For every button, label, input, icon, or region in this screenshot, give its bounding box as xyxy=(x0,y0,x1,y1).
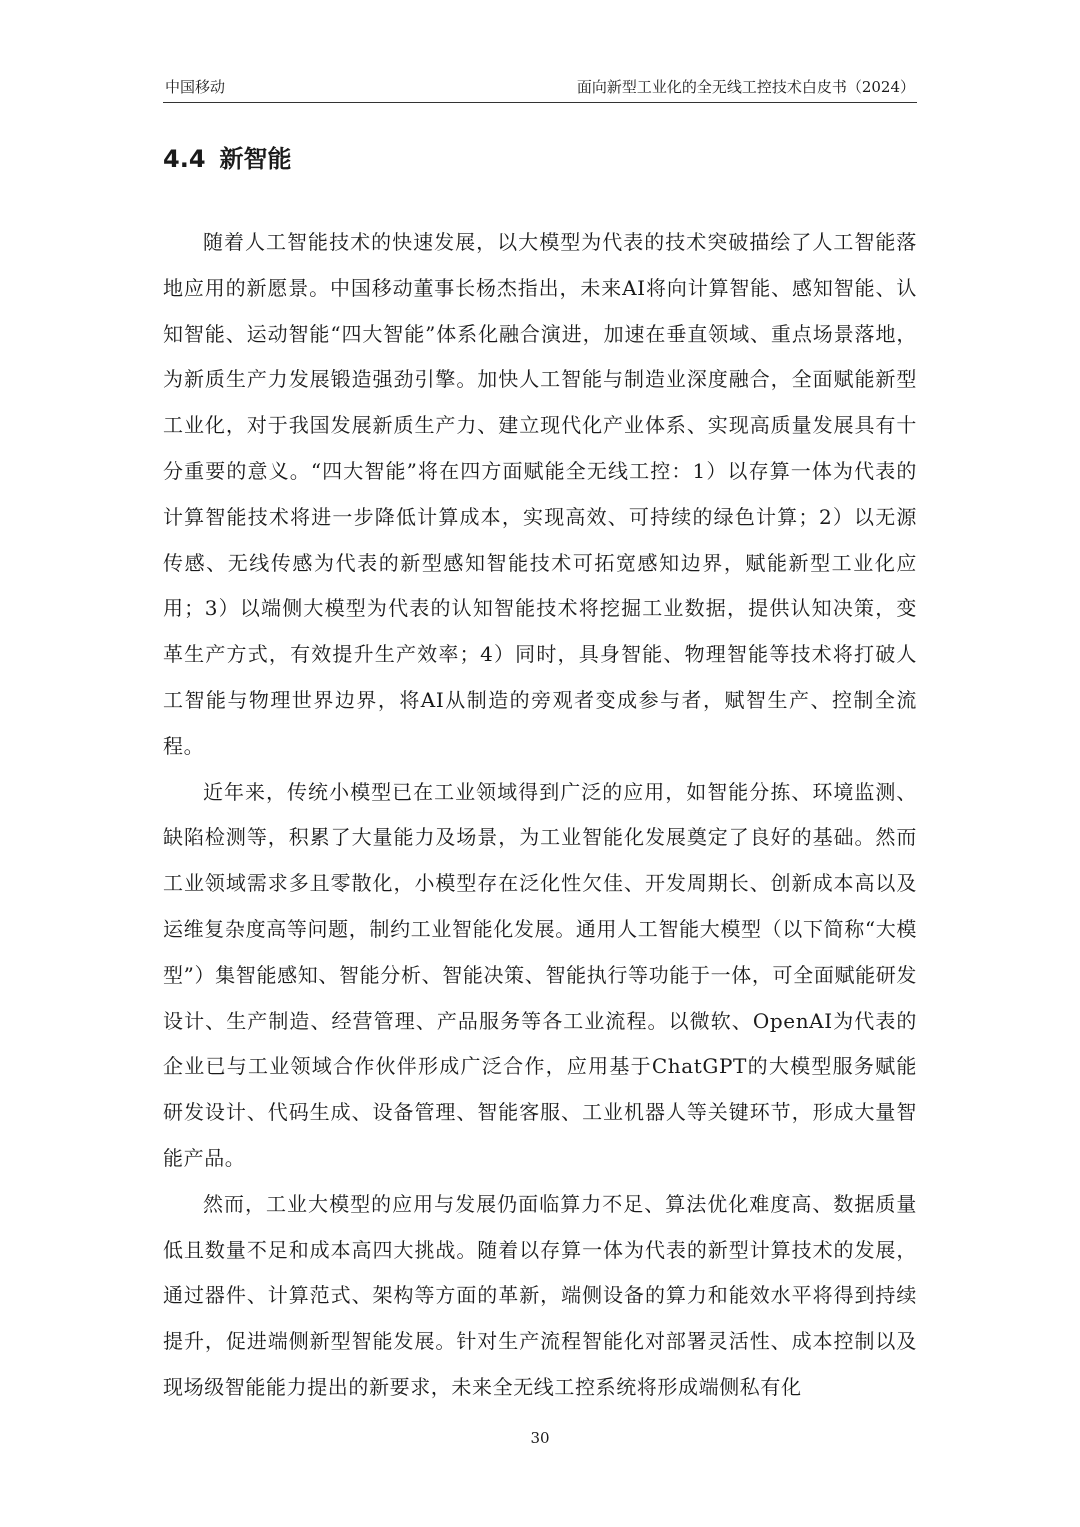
paragraph-ai-four-intelligences: 随着人工智能技术的快速发展，以大模型为代表的技术突破描绘了人工智能落地应用的新愿景。中国移动董事长杨杰指出，未来AI将向计算智能、感知智能、认知智能、运动智能“四大智能”体系化融合演进，加速在垂直领域、重点场景落地，为新质生产力发展锻造强劲引擎。加快人工智能与制造业深度融合，全面赋能新型工业化，对于我国发展新质生产力、建立现代化产业体系、实现高质量发展具有十分重要的意义。“四大智能”将在四方面赋能全无线工控：1）以存算一体为代表的计算智能技术将进一步降低计算成本，实现高效、可持续的绿色计算；2）以无源传感、无线传感为代表的新型感知智能技术可拓宽感知边界，赋能新型工业化应用；3）以端侧大模型为代表的认知智能技术将挖掘工业数据，提供认知决策，变革生产方式，有效提升生产效率；4）同时，具身智能、物理智能等技术将打破人工智能与物理世界边界，将AI从制造的旁观者变成参与者，赋智生产、控制全流程。 xyxy=(163,230,917,758)
section-number: 4.4 xyxy=(163,145,206,173)
header-document-title: 面向新型工业化的全无线工控技术白皮书（2024） xyxy=(576,78,915,96)
page-number: 30 xyxy=(530,1429,550,1447)
paragraph-industrial-model-challenges: 然而，工业大模型的应用与发展仍面临算力不足、算法优化难度高、数据质量低且数量不足和成本高四大挑战。随着以存算一体为代表的新型计算技术的发展，通过器件、计算范式、架构等方面的革新，端侧设备的算力和能效水平将得到持续提升，促进端侧新型智能发展。针对生产流程智能化对部署灵活性、成本控制以及现场级智能能力提出的新要求，未来全无线工控系统将形成端侧私有化 xyxy=(163,1191,917,1399)
running-header xyxy=(163,76,917,103)
body-text xyxy=(163,220,917,1411)
section-title: 新智能 xyxy=(219,145,292,173)
section-heading xyxy=(163,142,292,176)
header-organization: 中国移动 xyxy=(165,78,226,96)
paragraph-small-vs-large-models: 近年来，传统小模型已在工业领域得到广泛的应用，如智能分拣、环境监测、缺陷检测等，积累了大量能力及场景，为工业智能化发展奠定了良好的基础。然而工业领域需求多且零散化，小模型存在泛化性欠佳、开发周期长、创新成本高以及运维复杂度高等问题，制约工业智能化发展。通用人工智能大模型（以下简称“大模型”）集智能感知、智能分析、智能决策、智能执行等功能于一体，可全面赋能研发设计、生产制造、经营管理、产品服务等各工业流程。以微软、OpenAI为代表的企业已与工业领域合作伙伴形成广泛合作，应用基于ChatGPT的大模型服务赋能研发设计、代码生成、设备管理、智能客服、工业机器人等关键环节，形成大量智能产品。 xyxy=(163,779,917,1170)
